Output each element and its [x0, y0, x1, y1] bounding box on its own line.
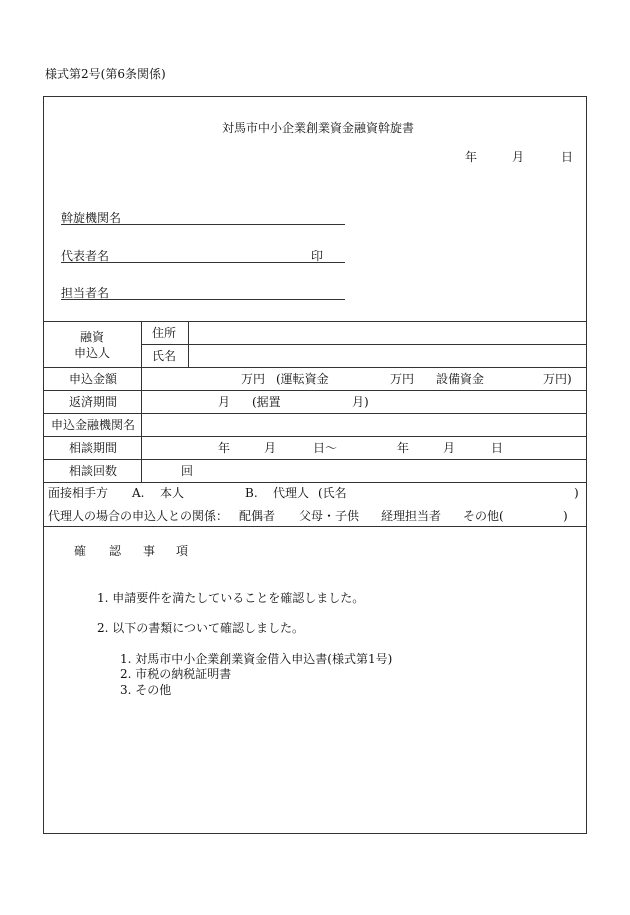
interview-agent: 代理人 — [273, 486, 310, 500]
grace-period-label: (据置 — [252, 395, 281, 409]
person-in-charge-line — [61, 299, 345, 300]
applicant-label-line2: 申込人 — [74, 346, 111, 360]
repayment-month: 月 — [218, 395, 231, 409]
period-start-day: 日〜 — [313, 441, 338, 455]
confirmation-item-2: 2. 以下の書類について確認しました。 — [97, 621, 305, 635]
confirmation-heading-char: 確 — [74, 544, 87, 558]
confirmation-heading-char: 項 — [176, 544, 189, 558]
bank-label: 申込金融機関名 — [51, 418, 136, 432]
form-frame — [43, 96, 587, 834]
relation-other-close: ) — [563, 509, 568, 523]
relation-accountant: 経理担当者 — [381, 509, 442, 523]
representative-label: 代表者名 — [61, 249, 110, 263]
document-item: 1. 対馬市中小企業創業資金借入申込書(様式第1号) — [120, 652, 393, 666]
consultation-count-label: 相談回数 — [69, 464, 118, 478]
interview-agent-name-close: ) — [574, 486, 579, 500]
interview-option-b: B. — [245, 486, 258, 500]
amount-man-yen: 万円 — [241, 372, 266, 386]
document-item: 3. その他 — [120, 683, 172, 697]
relation-other: その他( — [463, 509, 504, 523]
consultation-period-label: 相談期間 — [69, 441, 118, 455]
row-line — [43, 413, 587, 414]
period-start-year: 年 — [218, 441, 231, 455]
row-line — [43, 459, 587, 460]
amount-label: 申込金額 — [69, 372, 118, 386]
document-item: 2. 市税の納税証明書 — [120, 667, 232, 681]
period-end-year: 年 — [397, 441, 410, 455]
name-label: 氏名 — [152, 349, 177, 363]
applicant-label-line1: 融資 — [80, 330, 105, 344]
row-line — [43, 436, 587, 437]
institution-label: 斡旋機関名 — [61, 211, 122, 225]
working-capital-man-yen: 万円 — [390, 372, 415, 386]
institution-line — [61, 224, 345, 225]
confirmation-heading-char: 事 — [143, 544, 156, 558]
label-column-line — [141, 321, 142, 482]
seal-label: 印 — [311, 249, 324, 263]
interview-label: 面接相手方 — [48, 486, 109, 500]
person-in-charge-label: 担当者名 — [61, 286, 110, 300]
address-label: 住所 — [152, 326, 177, 340]
repayment-label: 返済期間 — [69, 395, 118, 409]
representative-line — [61, 262, 345, 263]
consultation-count-times: 回 — [181, 464, 194, 478]
relation-spouse: 配偶者 — [239, 509, 276, 523]
table-top-line — [43, 321, 587, 322]
date-day-label: 日 — [561, 150, 574, 164]
grace-month: 月) — [352, 395, 369, 409]
interview-self: 本人 — [160, 486, 185, 500]
row-line — [43, 482, 587, 483]
period-end-day: 日 — [491, 441, 504, 455]
period-start-month: 月 — [264, 441, 277, 455]
relation-label: 代理人の場合の申込人との関係： — [48, 509, 229, 523]
row-line — [43, 390, 587, 391]
date-month-label: 月 — [512, 150, 525, 164]
applicant-mid-line — [141, 344, 587, 345]
page-title: 対馬市中小企業創業資金融資斡旋書 — [222, 121, 415, 135]
period-end-month: 月 — [443, 441, 456, 455]
relation-parent-child: 父母・子供 — [299, 509, 360, 523]
working-capital-label: (運転資金 — [276, 372, 329, 386]
applicant-sub-column-line — [188, 321, 189, 367]
interview-option-a: A. — [132, 486, 145, 500]
form-number: 様式第2号(第6条関係) — [45, 67, 166, 81]
equipment-capital-man-yen: 万円) — [543, 372, 572, 386]
equipment-capital-label: 設備資金 — [436, 372, 485, 386]
confirmation-item-1: 1. 申請要件を満たしていることを確認しました。 — [97, 591, 365, 605]
row-line — [43, 367, 587, 368]
table-bottom-line — [43, 526, 587, 527]
confirmation-heading-char: 認 — [109, 544, 122, 558]
interview-agent-name-open: (氏名 — [318, 486, 347, 500]
date-year-label: 年 — [465, 150, 478, 164]
